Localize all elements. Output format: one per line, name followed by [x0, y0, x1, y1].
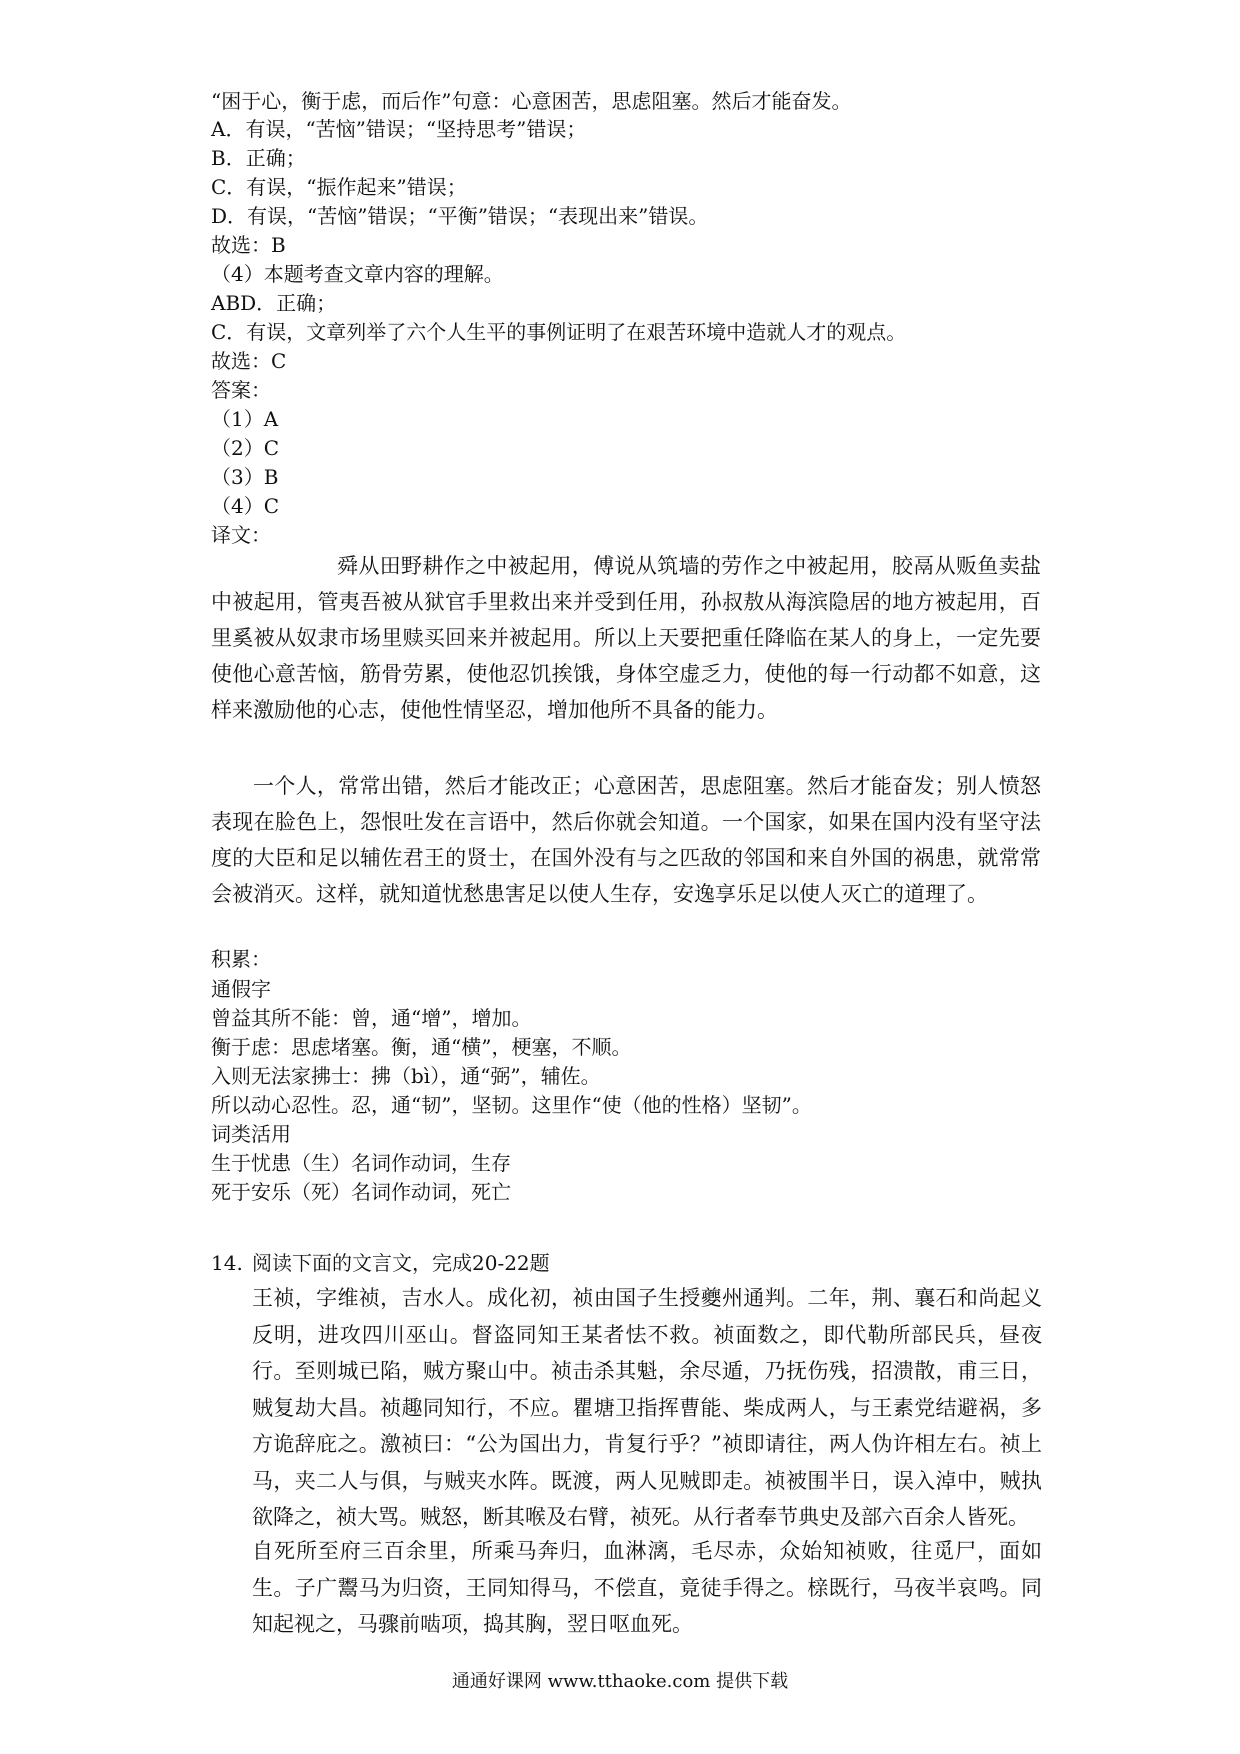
- text-line: 所以动心忍性。忍，通“韧”，坚韧。这里作“使（他的性格）坚韧”。: [211, 1093, 812, 1117]
- text-line: （4）本题考查文章内容的理解。: [211, 262, 504, 286]
- text-line: ABD．正确；: [211, 291, 337, 315]
- text-line: 通假字: [211, 977, 271, 1001]
- text-line: 故选：B: [211, 233, 286, 257]
- text-line: 衡于虑：思虑堵塞。衡，通“横”，梗塞，不顺。: [211, 1035, 632, 1059]
- text-line: A．有误，“苦恼”错误；“坚持思考”错误；: [211, 117, 587, 141]
- question-passage-2: 自死所至府三百余里，所乘马奔归，血淋漓，毛尽赤，众始知祯败，往觅尸，面如生。子广鬻马为归资，王同知得马，不偿直，竟徒手得之。榇既行，马夜半哀鸣。同知起视之，马骤前啮项，捣其胸，翌日呕血死。: [252, 1539, 1042, 1636]
- text-line: 入则无法家拂士：拂（bì），通“弼”，辅佐。: [211, 1064, 601, 1088]
- text-line: C．有误，文章列举了六个人生平的事例证明了在艰苦环境中造就人才的观点。: [211, 320, 907, 344]
- text-line: （4）C: [211, 494, 280, 518]
- text-line: （3）B: [211, 465, 279, 489]
- text-line: 死于安乐（死）名词作动词，死亡: [211, 1180, 511, 1204]
- translation-paragraph-1: 舜从田野耕作之中被起用，傅说从筑墙的劳作之中被起用，胶鬲从贩鱼卖盐中被起用，管夷吾被从狱官手里救出来并受到任用，孙叔敖从海滨隐居的地方被起用，百里奚被从奴隶市场里赎买回来并被起用。所以上天要把重任降临在某人的身上，一定先要使他心意苦恼，筋骨劳累，使他忍饥挨饿，身体空虚乏力，使他的每一行动都不如意，这样来激励他的心志，使他性情坚忍，增加他所不具备的能力。: [211, 554, 1041, 722]
- text-line: 曾益其所不能：曾，通“增”，增加。: [211, 1006, 532, 1030]
- text-line: （1）A: [211, 407, 279, 431]
- page-footer: 通通好课网 www.tthaoke.com 提供下载: [451, 1671, 789, 1692]
- text-line: 积累：: [211, 947, 271, 971]
- text-line: 答案：: [211, 378, 271, 402]
- translation-paragraph-2: 一个人，常常出错，然后才能改正；心意困苦，思虑阻塞。然后才能奋发；别人愤怒表现在脸色上，怨恨吐发在言语中，然后你就会知道。一个国家，如果在国内没有坚守法度的大臣和足以辅佐君王的贤士，在国外没有与之匹敌的邻国和来自外国的祸患，就常常会被消灭。这样，就知道忧愁患害足以使人生存，安逸享乐足以使人灭亡的道理了。: [211, 774, 1041, 906]
- text-line: （2）C: [211, 436, 280, 460]
- text-line: C．有误，“振作起来”错误；: [211, 175, 467, 199]
- text-line: 生于忧患（生）名词作动词，生存: [211, 1151, 511, 1175]
- question-number: 14.: [211, 1251, 243, 1275]
- text-line: 故选：C: [211, 349, 287, 373]
- text-line: 译文：: [211, 523, 271, 547]
- text-line: B．正确；: [211, 146, 306, 170]
- text-line: D．有误，“苦恼”错误；“平衡”错误；“表现出来”错误。: [211, 204, 709, 228]
- question-passage-1: 王祯，字维祯，吉水人。成化初，祯由国子生授夔州通判。二年，荆、襄石和尚起义反明，进攻四川巫山。督盗同知王某者怯不救。祯面数之，即代勒所部民兵，昼夜行。至则城已陷，贼方聚山中。祯击杀其魁，余尽遁，乃抚伤残，招溃散，甫三日，贼复劫大昌。祯趣同知行，不应。瞿塘卫指挥曹能、柴成两人，与王素党结避祸，多方诡辞庇之。激祯曰：“公为国出力，肯复行乎？”祯即请往，两人伪许相左右。祯上马，夹二人与俱，与贼夹水阵。既渡，两人见贼即走。祯被围半日，误入淖中，贼执欲降之，祯大骂。贼怒，断其喉及右臂，祯死。从行者奉节典史及部六百余人皆死。: [252, 1286, 1042, 1529]
- question-title: 阅读下面的文言文，完成20-22题: [252, 1251, 550, 1275]
- text-line: “困于心，衡于虑，而后作”句意：心意困苦，思虑阻塞。然后才能奋发。: [211, 89, 852, 113]
- text-line: 词类活用: [211, 1122, 291, 1146]
